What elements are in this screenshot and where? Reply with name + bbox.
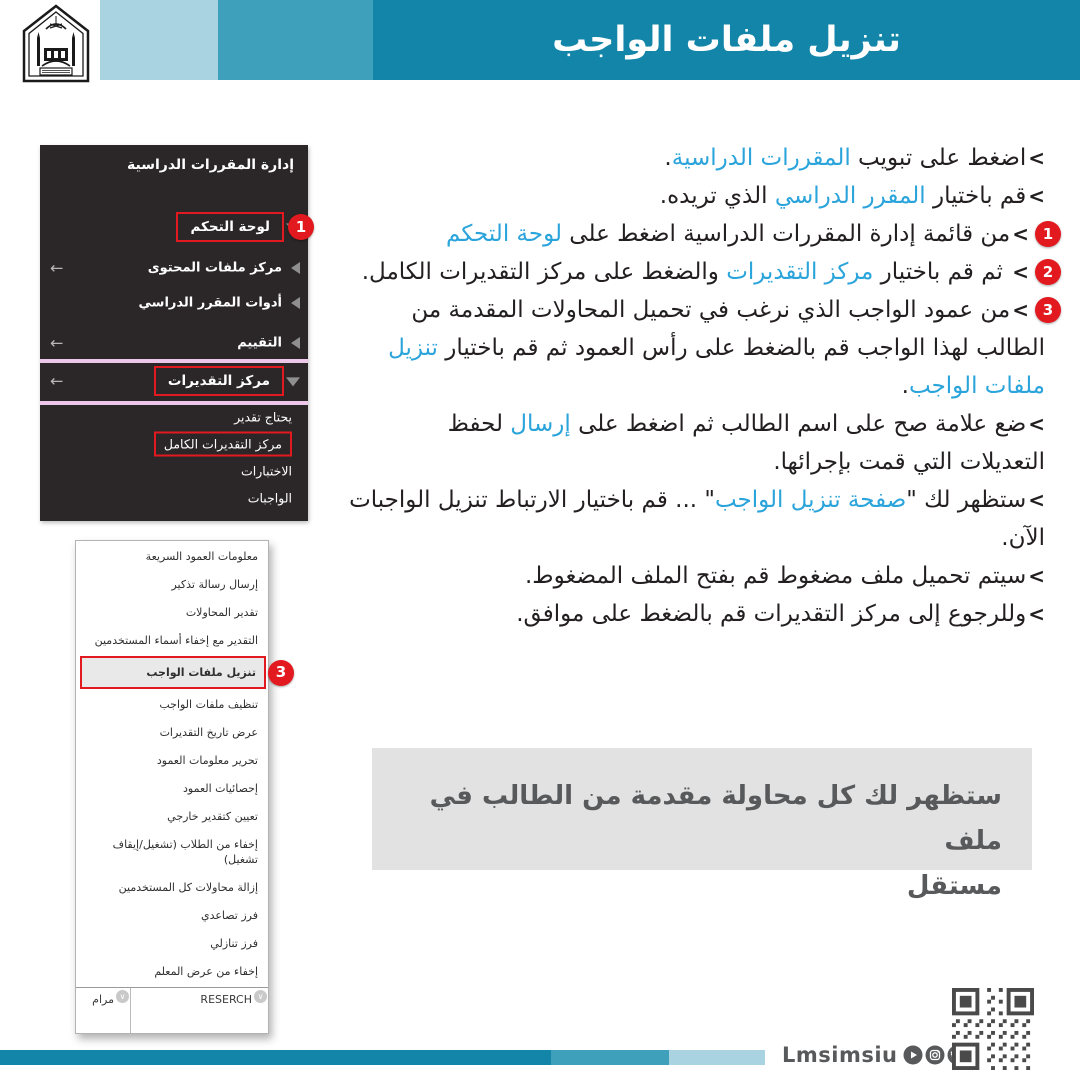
- menu-item[interactable]: [76, 776, 268, 801]
- footer-bar-mid: [551, 1050, 669, 1065]
- menu-item-label: التقدير مع إخفاء أسماء المستخدمين: [94, 634, 258, 647]
- hide-panel-arrow-icon[interactable]: ←: [50, 258, 64, 278]
- social-row: [782, 1042, 967, 1068]
- chevron-left-icon[interactable]: [291, 297, 300, 309]
- step-badge: 3: [1035, 297, 1061, 323]
- chevron-marker: <: [1028, 146, 1045, 170]
- youtube-icon[interactable]: [903, 1045, 923, 1065]
- sidebar-item[interactable]: [40, 287, 308, 319]
- instruction-line: [361, 253, 1054, 291]
- menu-item[interactable]: [76, 692, 268, 717]
- menu-item[interactable]: [76, 720, 268, 745]
- highlighted-term: مركز التقديرات: [726, 259, 874, 285]
- sidebar-subitem-label: يحتاج تقدير: [234, 409, 292, 425]
- instruction-text: ستظهر لك ": [906, 487, 1027, 513]
- header-bar-mid: [218, 0, 373, 80]
- instruction-line: [370, 595, 1045, 633]
- cell-chevron-icon[interactable]: ∨: [116, 990, 129, 1003]
- menu-item[interactable]: [80, 656, 287, 689]
- hide-panel-arrow-icon[interactable]: ←: [50, 333, 64, 353]
- menu-item-label: إزالة محاولات كل المستخدمين: [118, 881, 258, 894]
- sidebar-item-label: لوحة التحكم: [176, 212, 284, 242]
- menu-item-label: عرض تاريخ التقديرات: [159, 726, 258, 739]
- menu-item-label: تعيين كتقدير خارجي: [167, 810, 258, 823]
- chevron-marker: <: [1028, 602, 1045, 626]
- instruction-text: .: [901, 373, 909, 399]
- sidebar-item[interactable]: [40, 252, 308, 284]
- instruction-line: [370, 557, 1045, 595]
- instruction-line: [370, 139, 1045, 177]
- hide-panel-arrow-icon[interactable]: ←: [50, 371, 64, 391]
- sidebar-subitem-label: مركز التقديرات الكامل: [154, 432, 292, 457]
- instruction-line: [370, 405, 1045, 443]
- sidebar-item-label: أدوات المقرر الدراسي: [138, 295, 282, 311]
- instruction-text: .: [664, 145, 672, 171]
- menu-item[interactable]: [76, 832, 268, 872]
- instruction-text: من عمود الواجب الذي نرغب في تحميل المحاولات المقدمة من: [411, 297, 1011, 323]
- highlighted-term: لوحة التحكم: [446, 221, 562, 247]
- chevron-marker: <: [1028, 488, 1045, 512]
- menu-item[interactable]: [76, 804, 268, 829]
- step-badge: 1: [288, 214, 314, 240]
- menu-item[interactable]: [76, 903, 268, 928]
- note-box: [372, 748, 1032, 901]
- menu-item-label: تنظيف ملفات الواجب: [159, 698, 258, 711]
- note-line: ستظهر لك كل محاولة مقدمة من الطالب في ملف: [429, 781, 1002, 856]
- highlighted-term: تنزيل: [388, 335, 438, 361]
- menu-item-label: فرز تنازلي: [210, 937, 258, 950]
- instruction-text: التعديلات التي قمت بإجرائها.: [773, 449, 1045, 475]
- instruction-text: الطالب لهذا الواجب قم بالضغط على رأس العمود ثم قم باختيار: [437, 335, 1045, 361]
- menu-item-label: إخفاء من الطلاب (تشغيل/إيقاف: [112, 838, 258, 851]
- column-header-cell: [131, 988, 268, 1033]
- instruction-text: " ... قم باختيار الارتباط تنزيل الواجبات: [349, 487, 715, 513]
- cell-chevron-icon[interactable]: ∨: [254, 990, 267, 1003]
- menu-item-label: إخفاء من عرض المعلم: [154, 965, 258, 978]
- instruction-text: لحفظ: [447, 411, 511, 437]
- chevron-marker: <: [1028, 184, 1045, 208]
- instruction-text: اضغط على تبويب: [850, 145, 1027, 171]
- header-bar-light: [100, 0, 218, 80]
- instruction-line: [370, 367, 1045, 405]
- menu-item[interactable]: [76, 544, 268, 569]
- menu-item-label: تحرير معلومات العمود: [156, 754, 258, 767]
- instruction-text: الذي تريده.: [659, 183, 775, 209]
- page-title: تنزيل ملفات الواجب: [552, 20, 901, 60]
- instruction-line: [370, 329, 1045, 367]
- chevron-marker: <: [1028, 564, 1045, 588]
- student-name-cell: [76, 988, 131, 1033]
- instruction-text: ضع علامة صح على اسم الطالب ثم اضغط على: [570, 411, 1027, 437]
- qr-code: [952, 988, 1034, 1070]
- instruction-line: [370, 291, 1054, 329]
- course-management-panel: [40, 145, 308, 521]
- student-name: مرام: [92, 993, 114, 1006]
- highlighted-term: المقررات الدراسية: [671, 145, 851, 171]
- university-logo-icon: [20, 4, 92, 84]
- instruction-text: الآن.: [1001, 525, 1045, 551]
- note-line: مستقل: [906, 871, 1002, 901]
- menu-item-label: تشغيل): [223, 853, 258, 866]
- menu-item[interactable]: [76, 875, 268, 900]
- footer-bar-light: [669, 1050, 765, 1065]
- menu-item[interactable]: [76, 628, 268, 653]
- menu-item-label: فرز تصاعدي: [200, 909, 258, 922]
- instruction-line: [370, 519, 1045, 557]
- sidebar-subitem[interactable]: [40, 403, 308, 431]
- course-management-title: إدارة المقررات الدراسية: [127, 157, 294, 173]
- menu-item[interactable]: [76, 572, 268, 597]
- menu-item-label: تقدير المحاولات: [185, 606, 258, 619]
- sidebar-item[interactable]: [40, 327, 308, 359]
- highlighted-term: إرسال: [510, 411, 571, 437]
- sidebar-item-label: مركز التقديرات: [154, 366, 284, 396]
- instruction-text: وللرجوع إلى مركز التقديرات قم بالضغط على موافق.: [516, 601, 1027, 627]
- sidebar-item[interactable]: [40, 211, 308, 243]
- footer-bar-dark: [0, 1050, 551, 1065]
- chevron-marker: <: [1028, 412, 1045, 436]
- sidebar-subitem[interactable]: [40, 457, 308, 485]
- menu-item-label: تنزيل ملفات الواجب: [146, 666, 256, 679]
- chevron-marker: <: [1012, 222, 1029, 246]
- instruction-line: [370, 443, 1045, 481]
- instruction-text: والضغط على مركز التقديرات الكامل.: [361, 259, 727, 285]
- highlighted-term: صفحة تنزيل الواجب: [714, 487, 907, 513]
- social-handle: Lmsimsiu: [782, 1043, 898, 1067]
- instruction-line: [349, 481, 1045, 519]
- chevron-marker: <: [1012, 260, 1029, 284]
- sidebar-subitem-label: الواجبات: [247, 490, 292, 506]
- menu-item[interactable]: [76, 600, 268, 625]
- step-badge: 2: [1035, 259, 1061, 285]
- column-context-menu: [75, 540, 287, 1034]
- instruction-text: قم باختيار: [925, 183, 1027, 209]
- menu-item[interactable]: [76, 931, 268, 956]
- menu-item-label: إحصائيات العمود: [183, 782, 258, 795]
- chevron-left-icon[interactable]: [291, 337, 300, 349]
- instagram-icon[interactable]: [925, 1045, 945, 1065]
- selection-divider-top: [40, 359, 308, 363]
- step-badge: 3: [268, 660, 294, 686]
- step-badge: 1: [1035, 221, 1061, 247]
- sidebar-item-label: التقييم: [237, 335, 282, 351]
- sidebar-subitem-label: الاختبارات: [241, 463, 292, 479]
- chevron-left-icon[interactable]: [291, 262, 300, 274]
- menu-item[interactable]: [76, 748, 268, 773]
- highlighted-term: المقرر الدراسي: [774, 183, 926, 209]
- sidebar-item-label: مركز ملفات المحتوى: [147, 260, 282, 276]
- chevron-down-icon[interactable]: [286, 377, 300, 386]
- instruction-text: ثم قم باختيار: [873, 259, 1011, 285]
- instructions-list: [349, 139, 1054, 633]
- grade-center-cells: [76, 987, 268, 1033]
- sidebar-subitem[interactable]: [40, 484, 308, 512]
- instruction-text: سيتم تحميل ملف مضغوط قم بفتح الملف المضغوط.: [524, 563, 1027, 589]
- menu-item-label: معلومات العمود السريعة: [145, 550, 258, 563]
- instruction-line: [370, 215, 1054, 253]
- highlighted-term: ملفات الواجب: [908, 373, 1045, 399]
- instruction-line: [370, 177, 1045, 215]
- menu-item-label: إرسال رسالة تذكير: [171, 578, 258, 591]
- column-name: RESERCH: [200, 993, 252, 1006]
- instruction-text: من قائمة إدارة المقررات الدراسية اضغط على: [561, 221, 1011, 247]
- sidebar-subitem[interactable]: [40, 430, 308, 458]
- chevron-marker: <: [1012, 298, 1029, 322]
- menu-item[interactable]: [76, 959, 268, 984]
- sidebar-item[interactable]: [40, 365, 308, 397]
